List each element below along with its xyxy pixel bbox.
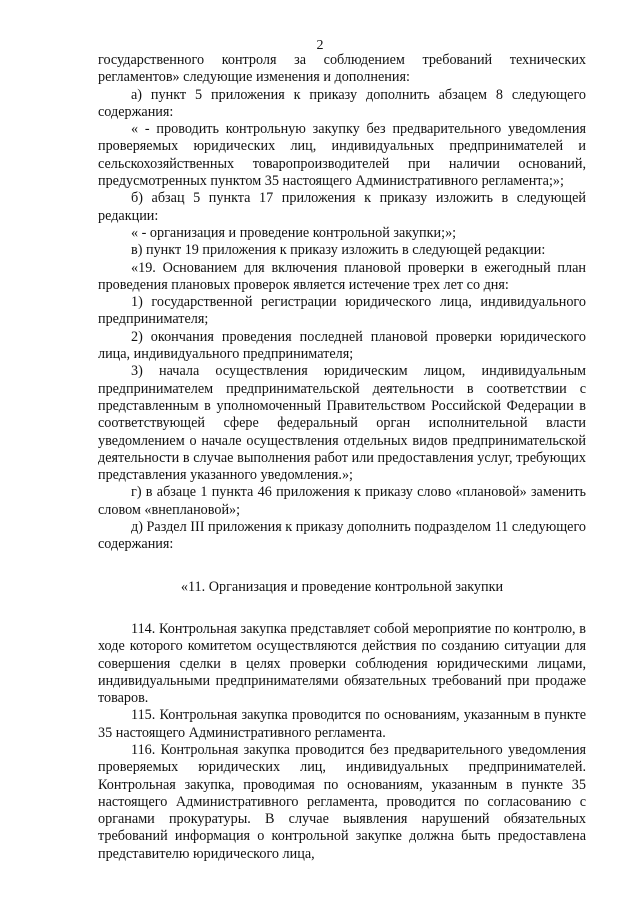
- paragraph-intro: государственного контроля за соблюдением требований технических регламентов» следующие изменения и дополнения:: [98, 52, 586, 86]
- paragraph-point-19: «19. Основанием для включения плановой проверки в ежегодный план проведения плановых проверок является истечение трех лет со дня:: [98, 259, 586, 293]
- paragraph-item-g: г) в абзаце 1 пункта 46 приложения к приказу слово «плановой» заменить словом «внеплановой»;: [98, 484, 586, 518]
- paragraph-item-v: в) пункт 19 приложения к приказу изложить в следующей редакции:: [131, 242, 546, 259]
- paragraph-item-d: д) Раздел III приложения к приказу дополнить подразделом 11 следующего содержания:: [98, 519, 586, 553]
- paragraph-subpoint-2: 2) окончания проведения последней плановой проверки юридического лица, индивидуального предпринимателя;: [98, 328, 586, 363]
- paragraph-item-b: б) абзац 5 пункта 17 приложения к приказу изложить в следующей редакции:: [98, 190, 586, 224]
- paragraph-point-114: 114. Контрольная закупка представляет собой мероприятие по контролю, в ходе которого комитетом осуществляются действия по созданию ситуации для совершения сделки в целях проверки соблюдения юридическими лицами, индивидуальными предпринимателями обязательных требований при продаже товаров.: [98, 620, 586, 707]
- document-body: [98, 52, 586, 863]
- page-number: 2: [316, 38, 324, 53]
- section-heading: «11. Организация и проведение контрольной закупки: [180, 578, 504, 595]
- paragraph-quote-control-purchase: « - проводить контрольную закупку без предварительного уведомления проверяемых юридических лиц, индивидуальных предпринимателей и сельскохозяйственных товаропроизводителей при наличии оснований, предусмотренных пунктом 35 настоящего Административного регламента;»;: [98, 121, 586, 190]
- paragraph-point-115: 115. Контрольная закупка проводится по основаниям, указанным в пункте 35 настоящего Административного регламента.: [98, 707, 586, 741]
- paragraph-item-a: а) пункт 5 приложения к приказу дополнить абзацем 8 следующего содержания:: [98, 86, 586, 120]
- paragraph-quote-organization: « - организация и проведение контрольной закупки;»;: [131, 224, 457, 241]
- paragraph-subpoint-1: 1) государственной регистрации юридического лица, индивидуального предпринимателя;: [98, 294, 586, 328]
- paragraph-subpoint-3: 3) начала осуществления юридическим лицом, индивидуальным предпринимателем предпринимательской деятельности в соответствии с представленным в уполномоченный Правительством Российской Федерации в соответствующей сфере федеральный орган исполнительной власти уведомлением о начале осуществления отдельных видов предпринимательской деятельности в случае выполнения работ или предоставления услуг, требующих представления указанного уведомления.»;: [98, 363, 586, 484]
- paragraph-point-116: 116. Контрольная закупка проводится без предварительного уведомления проверяемых юридических лиц, индивидуальных предпринимателей. Контрольная закупка, проводимая по основаниям, указанным в пункте 35 настоящего Административного регламента, проводится по согласованию с органами прокуратуры. В случае выявления нарушений обязательных требований информация о контрольной закупке должна быть предоставлена представителю юридического лица,: [98, 741, 586, 862]
